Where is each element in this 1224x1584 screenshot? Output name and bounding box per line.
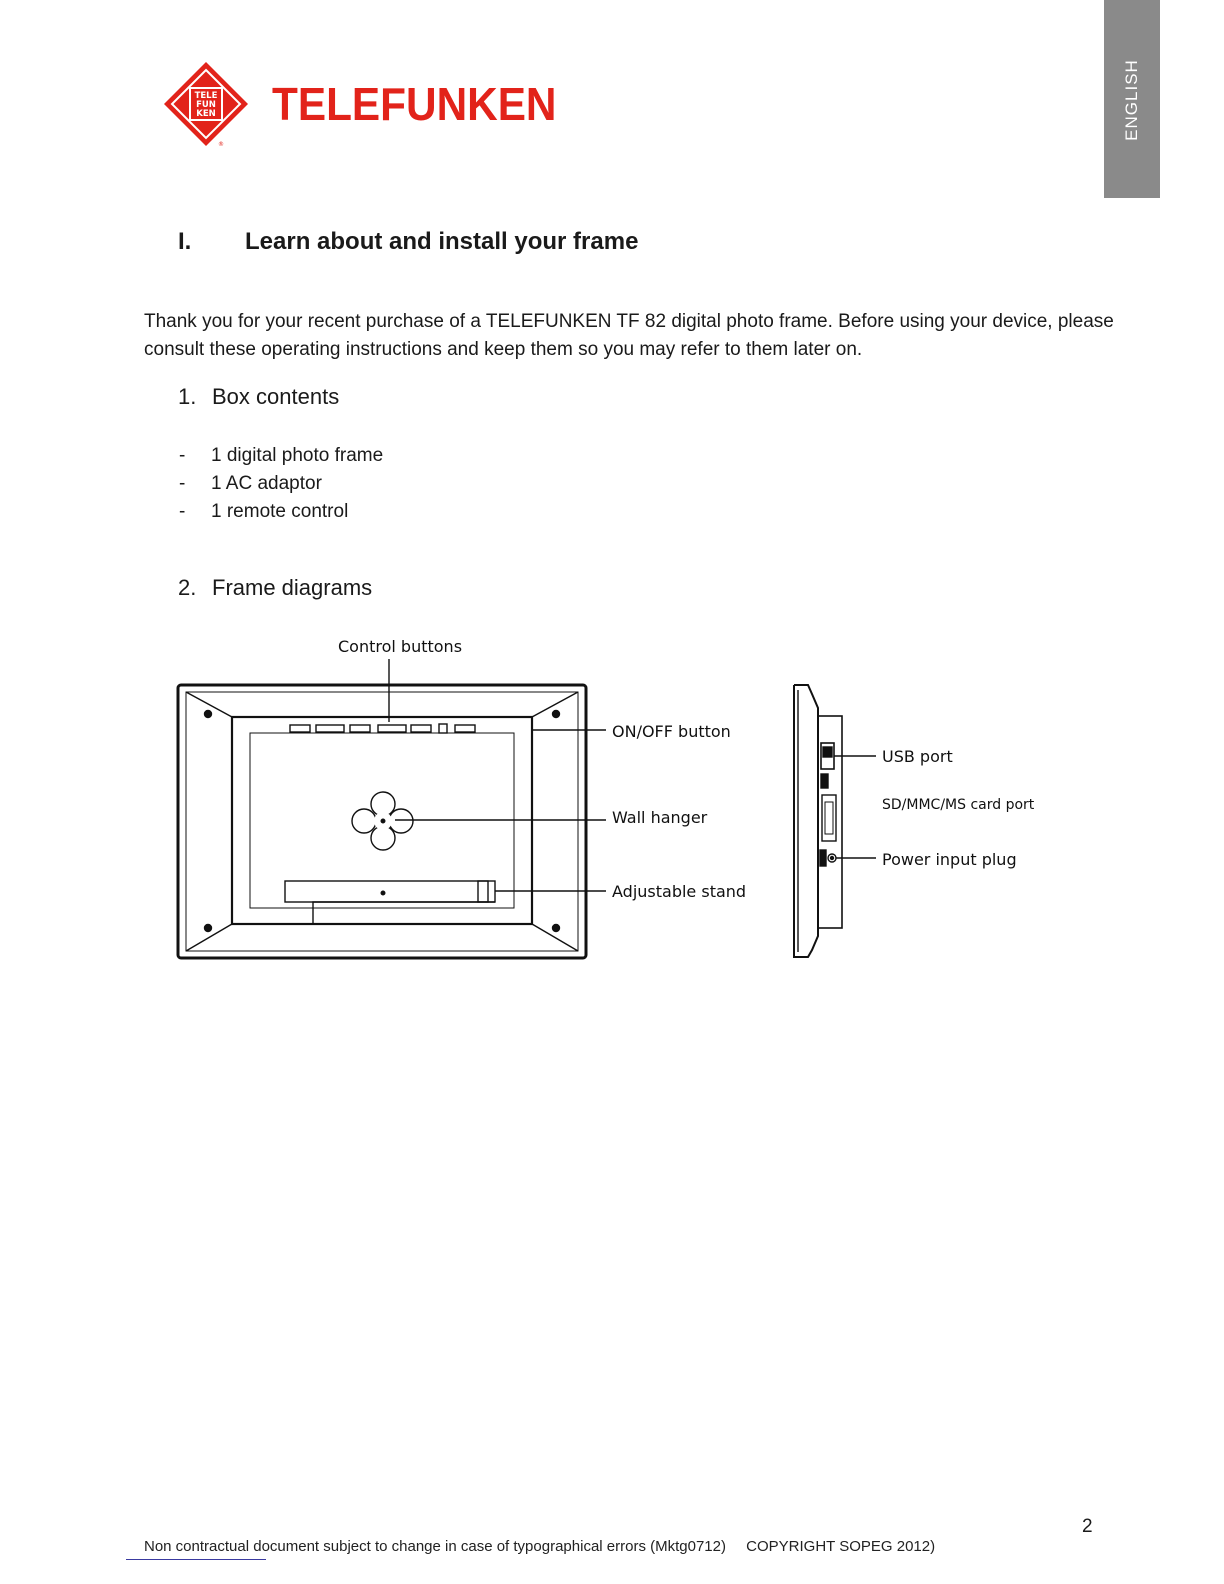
frame-diagram	[150, 625, 1100, 970]
label-adjustable-stand: Adjustable stand	[612, 882, 747, 901]
frame-diagrams-title: Frame diagrams	[212, 575, 373, 600]
section-title: Learn about and install your frame	[245, 228, 639, 255]
list-item-text: 1 remote control	[211, 501, 349, 522]
language-tab-label: ENGLISH	[1122, 59, 1141, 141]
label-control-buttons: Control buttons	[338, 637, 463, 656]
adjustable-stand	[285, 881, 495, 924]
list-item-text: 1 AC adaptor	[211, 473, 322, 494]
page-number: 2	[1082, 1516, 1093, 1537]
label-usb-port: USB port	[882, 747, 953, 766]
footer	[144, 1538, 935, 1555]
logo-line-3: KEN	[196, 109, 216, 119]
footer-disclaimer: Non contractual document subject to change in case of typographical errors (Mktg0712)	[144, 1538, 726, 1555]
control-buttons	[290, 724, 475, 733]
wall-hanger-icon	[352, 792, 413, 850]
footer-copyright: COPYRIGHT SOPEG 2012)	[746, 1538, 936, 1555]
box-contents-number: 1.	[178, 384, 197, 409]
logo-line-1: TELE	[194, 91, 218, 101]
frame-diagrams-number: 2.	[178, 575, 197, 600]
box-contents-title: Box contents	[212, 384, 340, 409]
footer-rule	[126, 1559, 266, 1560]
brand-wordmark: TELEFUNKEN	[272, 78, 557, 130]
telefunken-logo-icon	[162, 60, 250, 148]
language-tab	[1104, 0, 1160, 198]
label-power-input: Power input plug	[882, 850, 1017, 869]
list-item-text: 1 digital photo frame	[211, 445, 384, 466]
section-number: I.	[178, 228, 192, 255]
side-view-frame	[794, 685, 842, 957]
svg-text:®: ®	[218, 141, 224, 148]
label-on-off-button: ON/OFF button	[612, 722, 731, 741]
label-card-port: SD/MMC/MS card port	[882, 797, 1035, 813]
label-wall-hanger: Wall hanger	[612, 808, 708, 827]
intro-paragraph: Thank you for your recent purchase of a TELEFUNKEN TF 82 digital photo frame. Before using your device, please consult these operating instructions and keep them so you may refer to them later on.	[144, 311, 1114, 360]
logo-line-2: FUN	[196, 100, 216, 110]
